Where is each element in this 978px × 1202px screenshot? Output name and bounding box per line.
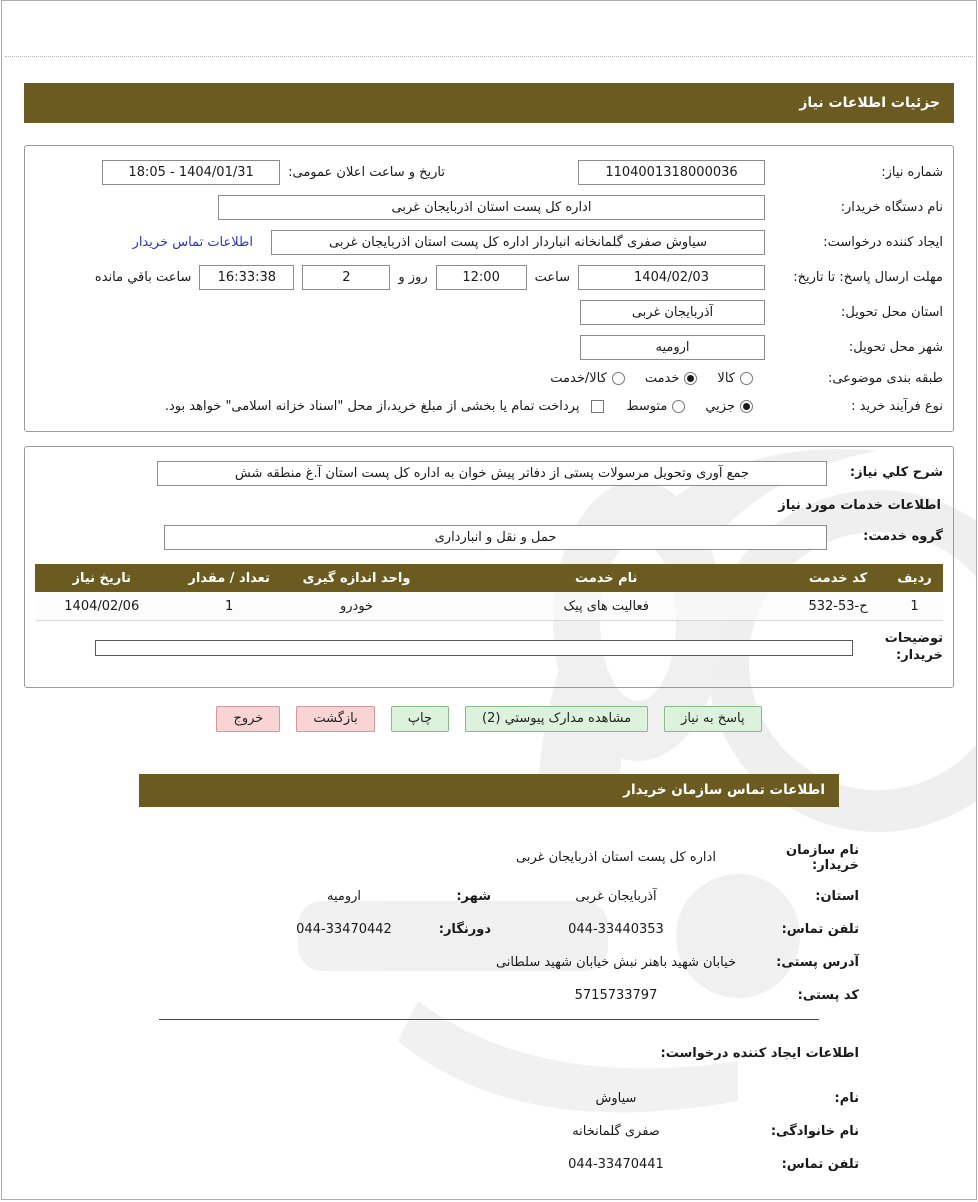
need-description-field: جمع آوری وتحویل مرسولات پستی از دفاتر پیش خوان به اداره کل پست استان آ.غ منطقه شش bbox=[157, 461, 827, 486]
view-attachments-button[interactable]: مشاهده مدارک پیوستي (2) bbox=[465, 706, 648, 732]
delivery-city-row bbox=[35, 335, 943, 360]
contact-header-title: اطلاعات تماس سازمان خریدار bbox=[623, 782, 825, 799]
radio-option-service[interactable] bbox=[645, 371, 698, 386]
services-table bbox=[35, 564, 943, 621]
last-name-label: نام خانوادگی: bbox=[770, 1123, 859, 1139]
days-word: روز و bbox=[398, 270, 428, 285]
services-table-header-row bbox=[36, 565, 943, 592]
cell-need-date: 1404/02/06 bbox=[36, 592, 169, 621]
radio-option-medium[interactable] bbox=[626, 399, 685, 414]
top-divider bbox=[5, 1, 973, 57]
announce-label: تاریخ و ساعت اعلان عمومی: bbox=[288, 165, 445, 180]
medium-radio-label: متوسط bbox=[626, 398, 668, 414]
col-row-number: ردیف bbox=[886, 565, 942, 592]
request-creator-field: سیاوش صفری گلمانخانه انباردار اداره کل پست استان اذربایجان غربی bbox=[271, 230, 765, 255]
delivery-city-field: ارومیه bbox=[580, 335, 765, 360]
request-creator-section bbox=[119, 1046, 859, 1174]
creator-phone-row bbox=[119, 1155, 859, 1174]
medium-radio-icon[interactable] bbox=[672, 400, 685, 413]
postal-address-value: خیابان شهید باهنر نبش خیابان شهید سلطانی bbox=[495, 954, 737, 970]
services-heading: اطلاعات خدمات مورد نیاز bbox=[778, 498, 941, 514]
first-name-value: سیاوش bbox=[595, 1090, 637, 1106]
remaining-days-field: 2 bbox=[302, 265, 390, 290]
respond-to-need-button[interactable]: پاسخ به نیاز bbox=[664, 706, 762, 732]
treasury-note: پرداخت تمام یا بخشی از مبلغ خرید،از محل "اسناد خزانه اسلامی" خواهد بود. bbox=[164, 398, 580, 414]
minor-radio-label: جزيي bbox=[705, 398, 735, 414]
purchase-process-row bbox=[35, 398, 943, 416]
need-description-panel bbox=[24, 446, 954, 688]
creator-phone-value: 044-33470441 bbox=[568, 1156, 664, 1172]
service-group-field: حمل و نقل و انبارداری bbox=[164, 525, 827, 550]
first-name-row bbox=[119, 1089, 859, 1108]
table-row bbox=[36, 592, 943, 621]
goods-service-radio-icon[interactable] bbox=[612, 372, 625, 385]
radio-option-minor[interactable] bbox=[705, 399, 753, 414]
phone-fax-row bbox=[119, 920, 859, 939]
service-group-row bbox=[35, 525, 943, 550]
creator-phone-label: تلفن تماس: bbox=[781, 1156, 859, 1172]
col-service-code: کد خدمت bbox=[790, 565, 887, 592]
contact-fax-label: دورنگار: bbox=[438, 921, 491, 937]
contact-fax-value: 044-33470442 bbox=[296, 921, 392, 937]
buyer-contact-link[interactable]: اطلاعات تماس خریدار bbox=[132, 235, 253, 250]
org-name-row bbox=[119, 843, 859, 873]
contact-phone-value: 044-33440353 bbox=[568, 921, 664, 937]
postal-code-label: کد پستی: bbox=[797, 987, 859, 1003]
need-description-label: شرح كلي نياز: bbox=[849, 465, 943, 481]
col-quantity: تعداد / مقدار bbox=[168, 565, 290, 592]
delivery-province-field: آذربایجان غربی bbox=[580, 300, 765, 325]
goods-radio-label: کالا bbox=[717, 371, 735, 387]
cell-quantity: 1 bbox=[168, 592, 290, 621]
col-unit: واحد اندازه گیری bbox=[290, 565, 422, 592]
deadline-date-field: 1404/02/03 bbox=[578, 265, 765, 290]
buyer-remarks-label: توضیحات خریدار: bbox=[884, 631, 943, 663]
purchase-process-label: نوع فرآیند خرید : bbox=[851, 398, 943, 414]
org-name-label: نام سازمان خریدار: bbox=[786, 842, 859, 873]
countdown-field: 16:33:38 bbox=[199, 265, 294, 290]
request-creator-label: ایجاد کننده درخواست: bbox=[823, 234, 943, 250]
buyer-org-field: اداره کل پست استان اذربایجان غربی bbox=[218, 195, 765, 220]
category-row bbox=[35, 370, 943, 388]
details-header-bar bbox=[24, 83, 954, 123]
last-name-row bbox=[119, 1122, 859, 1141]
need-details-panel bbox=[24, 145, 954, 432]
delivery-province-label: استان محل تحویل: bbox=[841, 304, 943, 320]
address-row bbox=[119, 953, 859, 972]
section-divider bbox=[159, 1019, 819, 1020]
buyer-org-row bbox=[35, 195, 943, 220]
deadline-row bbox=[35, 265, 943, 290]
service-group-label: گروه خدمت: bbox=[863, 529, 943, 545]
need-number-field: 1104001318000036 bbox=[578, 160, 765, 185]
creator-section-heading: اطلاعات ایجاد کننده درخواست: bbox=[660, 1045, 859, 1061]
print-button[interactable]: چاپ bbox=[391, 706, 449, 732]
contact-city-label: شهر: bbox=[456, 888, 491, 904]
buyer-contact-section bbox=[119, 843, 859, 1005]
need-number-label: شماره نیاز: bbox=[881, 164, 943, 180]
delivery-city-label: شهر محل تحویل: bbox=[848, 339, 943, 355]
col-service-name: نام خدمت bbox=[423, 565, 790, 592]
exit-button[interactable]: خروج bbox=[216, 706, 280, 732]
radio-option-goods[interactable] bbox=[717, 371, 753, 386]
hour-word: ساعت bbox=[534, 270, 570, 285]
details-header-title: جزئیات اطلاعات نیاز bbox=[799, 95, 940, 111]
announce-field: 18:05 - 1404/01/31 bbox=[102, 160, 280, 185]
need-number-row bbox=[35, 160, 943, 185]
page bbox=[1, 0, 977, 1200]
contact-province-value: آذربایجان غربی bbox=[575, 888, 657, 904]
contact-city-value: ارومیه bbox=[326, 888, 362, 904]
province-city-row bbox=[119, 887, 859, 906]
contact-phone-label: تلفن تماس: bbox=[781, 921, 859, 937]
deadline-time-field: 12:00 bbox=[436, 265, 527, 290]
service-radio-icon[interactable] bbox=[684, 372, 697, 385]
postal-code-row bbox=[119, 986, 859, 1005]
minor-radio-icon[interactable] bbox=[740, 400, 753, 413]
goods-radio-icon[interactable] bbox=[740, 372, 753, 385]
cell-service-name: فعالیت های پیک bbox=[423, 592, 790, 621]
buyer-remarks-input[interactable] bbox=[95, 640, 853, 656]
radio-option-goods-service[interactable] bbox=[550, 371, 625, 386]
remaining-label: ساعت باقي مانده bbox=[94, 270, 192, 285]
buyer-org-label: نام دستگاه خریدار: bbox=[840, 199, 943, 215]
postal-code-value: 5715733797 bbox=[574, 987, 658, 1003]
last-name-value: صفری گلمانخانه bbox=[572, 1123, 660, 1139]
goods-service-radio-label: کالا/خدمت bbox=[550, 371, 607, 387]
postal-address-label: آدرس پستی: bbox=[776, 954, 859, 970]
cell-row-number: 1 bbox=[886, 592, 942, 621]
treasury-checkbox[interactable] bbox=[591, 400, 604, 413]
back-button[interactable]: بازگشت bbox=[296, 706, 374, 732]
first-name-label: نام: bbox=[834, 1090, 859, 1106]
category-label: طبقه بندی موضوعی: bbox=[827, 371, 943, 386]
cell-service-code: ح-53-532 bbox=[790, 592, 887, 621]
org-name-value: اداره کل پست استان اذربایجان غربی bbox=[516, 850, 716, 866]
delivery-province-row bbox=[35, 300, 943, 325]
action-buttons-row bbox=[24, 706, 954, 732]
contact-province-label: استان: bbox=[815, 888, 859, 904]
request-creator-row bbox=[35, 230, 943, 255]
service-radio-label: خدمت bbox=[644, 371, 680, 387]
cell-unit: خودرو bbox=[290, 592, 422, 621]
col-need-date: تاریخ نیاز bbox=[36, 565, 169, 592]
need-description-row bbox=[35, 461, 943, 486]
buyer-remarks-row bbox=[35, 631, 943, 665]
deadline-label: مهلت ارسال پاسخ: تا تاریخ: bbox=[793, 269, 943, 285]
contact-header-bar bbox=[139, 774, 839, 807]
